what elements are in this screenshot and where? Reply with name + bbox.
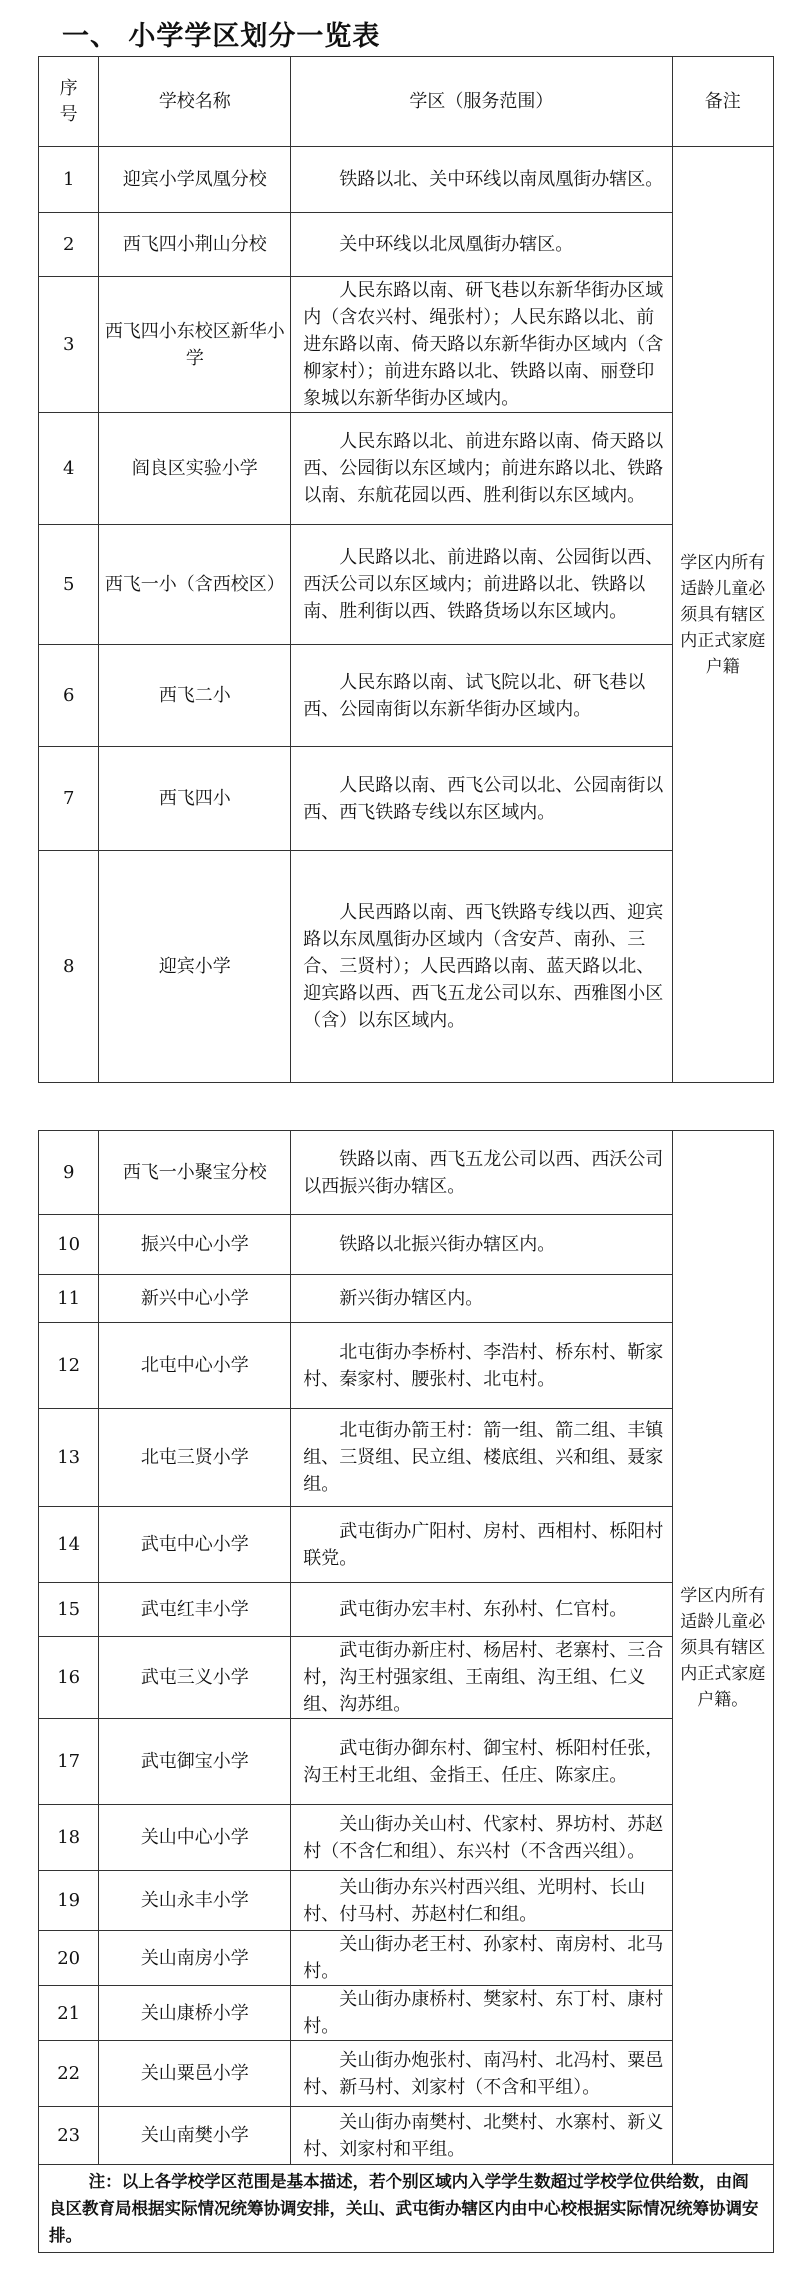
row-number: 1 xyxy=(39,147,99,213)
row-number: 12 xyxy=(39,1323,99,1409)
school-name: 西飞四小荆山分校 xyxy=(99,213,291,277)
table-note-row xyxy=(39,2165,774,2253)
district-area: 关山街办关山村、代家村、界坊村、苏赵村（不含仁和组）、东兴村（不含西兴组）。 xyxy=(291,1805,672,1871)
remark-cell: 学区内所有适龄儿童必须具有辖区内正式家庭户籍 xyxy=(672,147,774,1083)
row-number: 13 xyxy=(39,1409,99,1507)
table-row xyxy=(39,1323,774,1409)
school-name: 西飞一小聚宝分校 xyxy=(99,1131,291,1215)
school-name: 振兴中心小学 xyxy=(99,1215,291,1275)
school-name: 北屯三贤小学 xyxy=(99,1409,291,1507)
school-name: 关山永丰小学 xyxy=(99,1871,291,1931)
school-name: 武屯中心小学 xyxy=(99,1507,291,1583)
table-row xyxy=(39,1131,774,1215)
table-row xyxy=(39,2107,774,2165)
district-area: 北屯街办箭王村：箭一组、箭二组、丰镇组、三贤组、民立组、楼底组、兴和组、聂家组。 xyxy=(291,1409,672,1507)
row-number: 15 xyxy=(39,1583,99,1637)
remark-cell: 学区内所有适龄儿童必须具有辖区内正式家庭户籍。 xyxy=(672,1131,774,2165)
row-number: 7 xyxy=(39,747,99,851)
row-number: 19 xyxy=(39,1871,99,1931)
table-row xyxy=(39,1637,774,1719)
table-row xyxy=(39,277,774,413)
district-area: 武屯街办新庄村、杨居村、老寨村、三合村，沟王村强家组、王南组、沟王组、仁义组、沟苏组。 xyxy=(291,1637,672,1719)
district-area: 关山街办东兴村西兴组、光明村、长山村、付马村、苏赵村仁和组。 xyxy=(291,1871,672,1931)
table-row xyxy=(39,1719,774,1805)
school-name: 关山南房小学 xyxy=(99,1931,291,1986)
district-area: 人民东路以北、前进东路以南、倚天路以西、公园街以东区域内；前进东路以北、铁路以南、东航花园以西、胜利街以东区域内。 xyxy=(291,413,672,525)
school-name: 迎宾小学凤凰分校 xyxy=(99,147,291,213)
school-name: 西飞四小 xyxy=(99,747,291,851)
district-area: 北屯街办李桥村、李浩村、桥东村、靳家村、秦家村、腰张村、北屯村。 xyxy=(291,1323,672,1409)
row-number: 23 xyxy=(39,2107,99,2165)
district-area: 关山街办康桥村、樊家村、东丁村、康村村。 xyxy=(291,1986,672,2041)
row-number: 16 xyxy=(39,1637,99,1719)
district-area: 新兴街办辖区内。 xyxy=(291,1275,672,1323)
school-name: 武屯三义小学 xyxy=(99,1637,291,1719)
row-number: 3 xyxy=(39,277,99,413)
header-area: 学区（服务范围） xyxy=(291,57,672,147)
table-row xyxy=(39,213,774,277)
district-area: 铁路以北、关中环线以南凤凰街办辖区。 xyxy=(291,147,672,213)
row-number: 21 xyxy=(39,1986,99,2041)
row-number: 6 xyxy=(39,645,99,747)
school-name: 西飞四小东校区新华小学 xyxy=(99,277,291,413)
school-district-table-part1 xyxy=(38,56,774,1083)
row-number: 4 xyxy=(39,413,99,525)
district-area: 铁路以北振兴街办辖区内。 xyxy=(291,1215,672,1275)
table-row xyxy=(39,645,774,747)
district-area: 武屯街办广阳村、房村、西相村、栎阳村联党。 xyxy=(291,1507,672,1583)
district-area: 人民西路以南、西飞铁路专线以西、迎宾路以东凤凰街办区域内（含安芦、南孙、三合、三贤村）；人民西路以南、蓝天路以北、迎宾路以西、西飞五龙公司以东、西雅图小区（含）以东区域内。 xyxy=(291,851,672,1083)
table-row xyxy=(39,1871,774,1931)
table-row xyxy=(39,1507,774,1583)
table-row xyxy=(39,2041,774,2107)
header-school: 学校名称 xyxy=(99,57,291,147)
school-name: 西飞二小 xyxy=(99,645,291,747)
table-row xyxy=(39,747,774,851)
table-row xyxy=(39,851,774,1083)
school-name: 关山粟邑小学 xyxy=(99,2041,291,2107)
district-area: 关中环线以北凤凰街办辖区。 xyxy=(291,213,672,277)
table-row xyxy=(39,1931,774,1986)
row-number: 18 xyxy=(39,1805,99,1871)
row-number: 2 xyxy=(39,213,99,277)
school-name: 武屯御宝小学 xyxy=(99,1719,291,1805)
district-area: 人民路以北、前进路以南、公园街以西、西沃公司以东区域内；前进路以北、铁路以南、胜利街以西、铁路货场以东区域内。 xyxy=(291,525,672,645)
table-row xyxy=(39,147,774,213)
district-area: 武屯街办御东村、御宝村、栎阳村任张，沟王村王北组、金指王、任庄、陈家庄。 xyxy=(291,1719,672,1805)
district-area: 人民路以南、西飞公司以北、公园南街以西、西飞铁路专线以东区域内。 xyxy=(291,747,672,851)
section-title: 一、 小学学区划分一览表 xyxy=(62,21,381,52)
school-name: 西飞一小（含西校区） xyxy=(99,525,291,645)
row-number: 11 xyxy=(39,1275,99,1323)
table-row xyxy=(39,1409,774,1507)
table-row xyxy=(39,1583,774,1637)
school-district-table-part2 xyxy=(38,1130,774,2253)
table-row xyxy=(39,1275,774,1323)
district-area: 铁路以南、西飞五龙公司以西、西沃公司以西振兴街办辖区。 xyxy=(291,1131,672,1215)
table-row xyxy=(39,413,774,525)
school-name: 关山康桥小学 xyxy=(99,1986,291,2041)
school-name: 关山中心小学 xyxy=(99,1805,291,1871)
district-area: 关山街办南樊村、北樊村、水寨村、新义村、刘家村和平组。 xyxy=(291,2107,672,2165)
district-area: 人民东路以南、试飞院以北、研飞巷以西、公园南街以东新华街办区域内。 xyxy=(291,645,672,747)
school-name: 新兴中心小学 xyxy=(99,1275,291,1323)
table-header-row xyxy=(39,57,774,147)
district-area: 人民东路以南、研飞巷以东新华街办区域内（含农兴村、绳张村）；人民东路以北、前进东路以南、倚天路以东新华街办区域内（含柳家村）；前进东路以北、铁路以南、丽登印象城以东新华街办区域内。 xyxy=(291,277,672,413)
district-area: 关山街办老王村、孙家村、南房村、北马村。 xyxy=(291,1931,672,1986)
row-number: 22 xyxy=(39,2041,99,2107)
row-number: 5 xyxy=(39,525,99,645)
table-row xyxy=(39,525,774,645)
school-name: 北屯中心小学 xyxy=(99,1323,291,1409)
row-number: 20 xyxy=(39,1931,99,1986)
header-number: 序号 xyxy=(39,57,99,147)
row-number: 9 xyxy=(39,1131,99,1215)
row-number: 17 xyxy=(39,1719,99,1805)
district-area: 武屯街办宏丰村、东孙村、仁官村。 xyxy=(291,1583,672,1637)
row-number: 10 xyxy=(39,1215,99,1275)
table-row xyxy=(39,1805,774,1871)
school-name: 武屯红丰小学 xyxy=(99,1583,291,1637)
row-number: 8 xyxy=(39,851,99,1083)
school-name: 关山南樊小学 xyxy=(99,2107,291,2165)
school-name: 迎宾小学 xyxy=(99,851,291,1083)
table-footnote: 注：以上各学校学区范围是基本描述，若个别区域内入学学生数超过学校学位供给数，由阎良区教育局根据实际情况统筹协调安排，关山、武屯街办辖区内由中心校根据实际情况统筹协调安排。 xyxy=(39,2165,774,2253)
table-row xyxy=(39,1986,774,2041)
table-row xyxy=(39,1215,774,1275)
header-remark: 备注 xyxy=(672,57,774,147)
school-name: 阎良区实验小学 xyxy=(99,413,291,525)
district-area: 关山街办炮张村、南冯村、北冯村、粟邑村、新马村、刘家村（不含和平组）。 xyxy=(291,2041,672,2107)
row-number: 14 xyxy=(39,1507,99,1583)
